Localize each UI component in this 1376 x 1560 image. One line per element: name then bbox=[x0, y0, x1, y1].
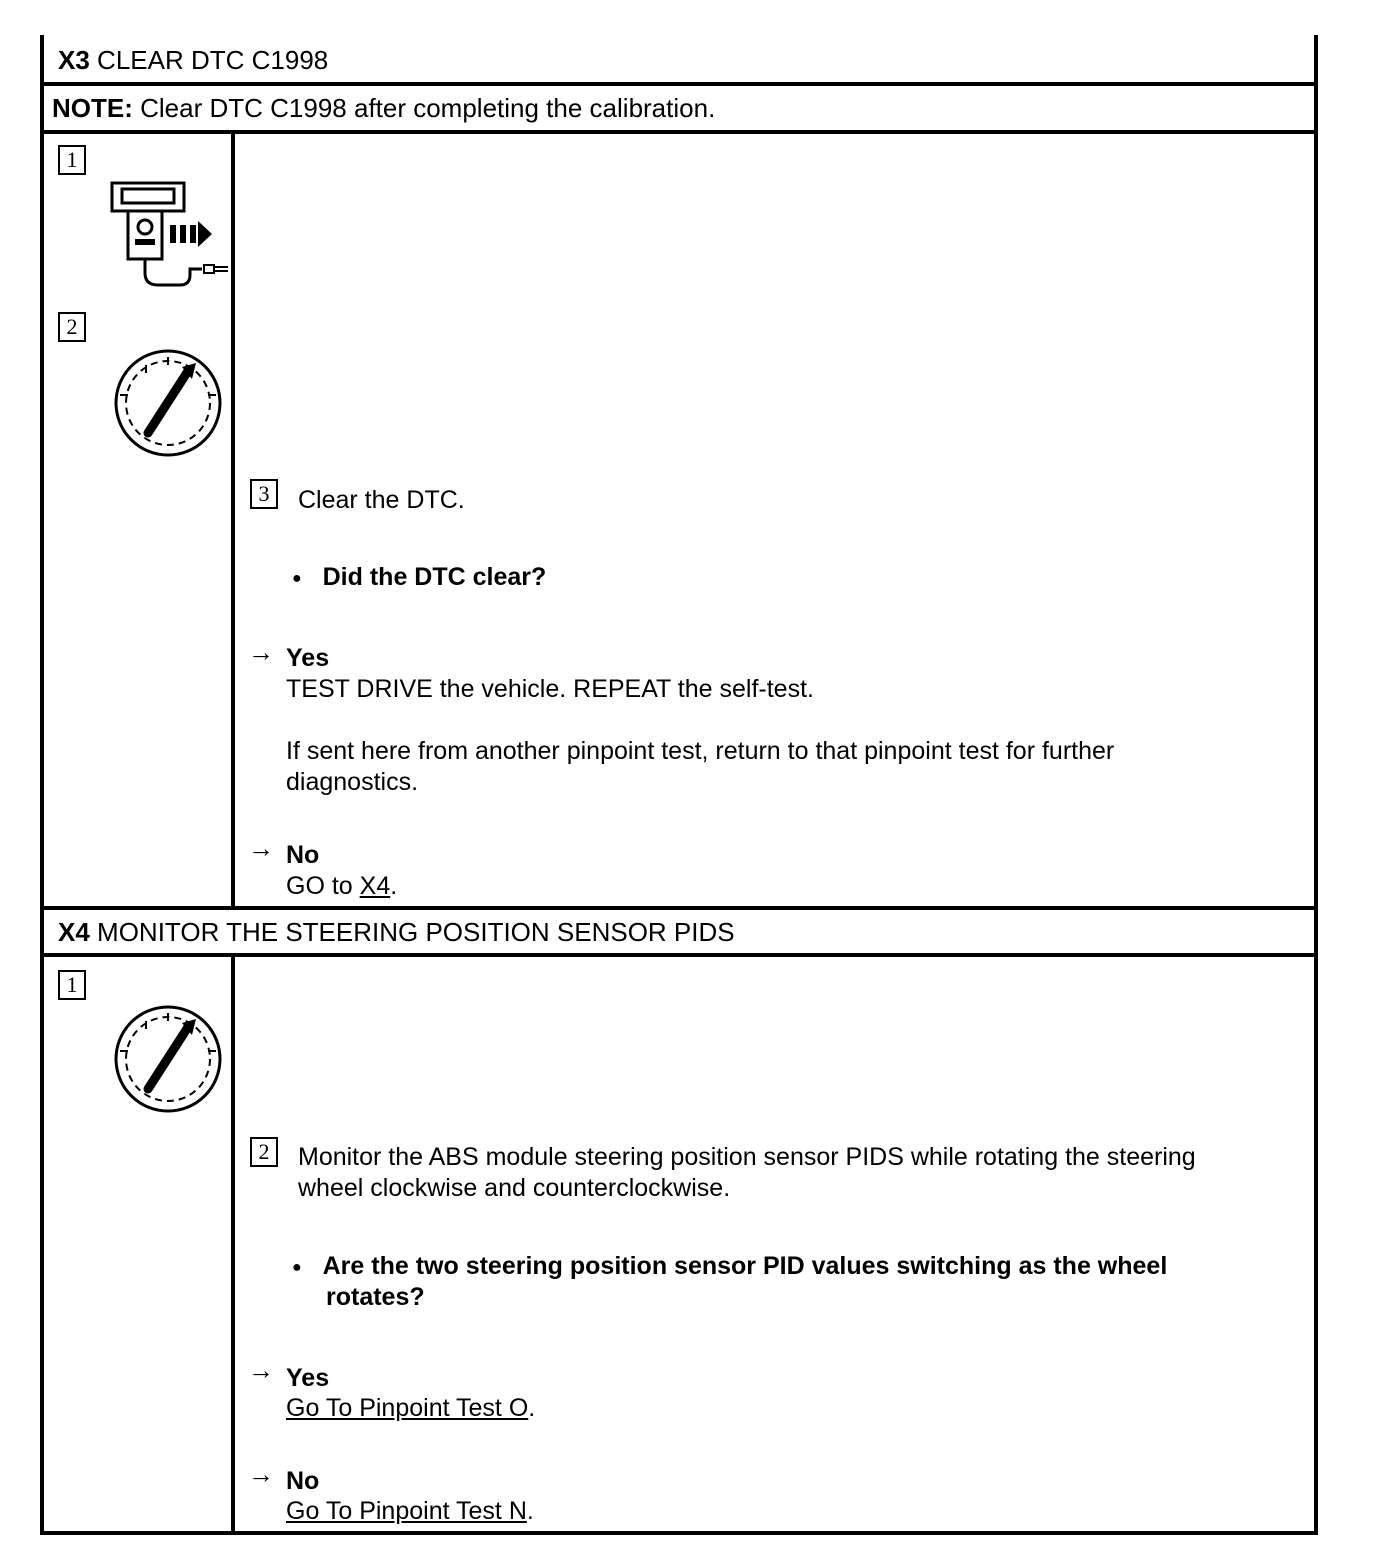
x3-header bbox=[44, 45, 1314, 76]
arrow-right-icon: → bbox=[248, 833, 274, 863]
procedure-sheet bbox=[40, 35, 1318, 1535]
step-number-box: 1 bbox=[58, 145, 86, 175]
bullet-icon: ● bbox=[292, 569, 302, 587]
note-label: NOTE: bbox=[52, 93, 133, 123]
yes-action bbox=[286, 1393, 535, 1424]
step-number-box: 3 bbox=[250, 479, 278, 509]
x4-header bbox=[44, 917, 1314, 948]
link-pinpoint-test-o[interactable]: Go To Pinpoint Test O bbox=[286, 1394, 529, 1422]
yes-note: If sent here from another pinpoint test, return to that pinpoint test for further bbox=[286, 737, 1115, 765]
no-action bbox=[286, 1496, 534, 1527]
yes-label: Yes bbox=[286, 644, 330, 672]
ignition-switch-icon bbox=[112, 1003, 224, 1115]
yes-action: TEST DRIVE the vehicle. REPEAT the self-test. bbox=[286, 675, 814, 703]
step-instruction-cont: wheel clockwise and counterclockwise. bbox=[298, 1174, 731, 1202]
step-instruction: Monitor the ABS module steering position sensor PIDS while rotating the steering bbox=[298, 1143, 1196, 1171]
x3-title: CLEAR DTC C1998 bbox=[97, 45, 329, 75]
step-number-box: 2 bbox=[250, 1137, 278, 1167]
no-suffix: . bbox=[526, 1497, 534, 1525]
yes-label: Yes bbox=[286, 1364, 330, 1392]
bullet-icon: ● bbox=[292, 1258, 302, 1276]
no-action bbox=[286, 871, 397, 902]
column-divider bbox=[231, 953, 235, 1535]
arrow-right-icon: → bbox=[248, 1355, 274, 1385]
scan-tool-icon bbox=[110, 181, 230, 291]
x3-note bbox=[44, 93, 1314, 124]
no-suffix: . bbox=[390, 872, 398, 900]
step-instruction: Clear the DTC. bbox=[298, 486, 465, 514]
question-text-cont: rotates? bbox=[326, 1283, 425, 1311]
yes-suffix: . bbox=[528, 1394, 536, 1422]
link-x4[interactable]: X4 bbox=[359, 872, 391, 900]
question bbox=[292, 1251, 1167, 1283]
question-text: Did the DTC clear? bbox=[322, 563, 547, 591]
link-pinpoint-test-n[interactable]: Go To Pinpoint Test N bbox=[286, 1497, 527, 1525]
column-divider bbox=[231, 130, 235, 910]
note-text: Clear DTC C1998 after completing the calibration. bbox=[140, 93, 716, 123]
x4-id: X4 bbox=[58, 917, 90, 947]
ignition-switch-icon bbox=[112, 347, 224, 459]
arrow-right-icon: → bbox=[248, 637, 274, 667]
question bbox=[292, 562, 546, 594]
step-number-box: 2 bbox=[58, 312, 86, 342]
step-number-box: 1 bbox=[58, 970, 86, 1000]
no-label: No bbox=[286, 1467, 320, 1495]
divider bbox=[44, 82, 1314, 86]
no-label: No bbox=[286, 841, 320, 869]
x3-id: X3 bbox=[58, 45, 90, 75]
divider bbox=[44, 906, 1314, 910]
question-text: Are the two steering position sensor PID values switching as the wheel bbox=[322, 1252, 1168, 1280]
x4-title: MONITOR THE STEERING POSITION SENSOR PIDS bbox=[97, 917, 735, 947]
no-prefix: GO to bbox=[286, 872, 360, 900]
yes-note-cont: diagnostics. bbox=[286, 768, 419, 796]
arrow-right-icon: → bbox=[248, 1459, 274, 1489]
